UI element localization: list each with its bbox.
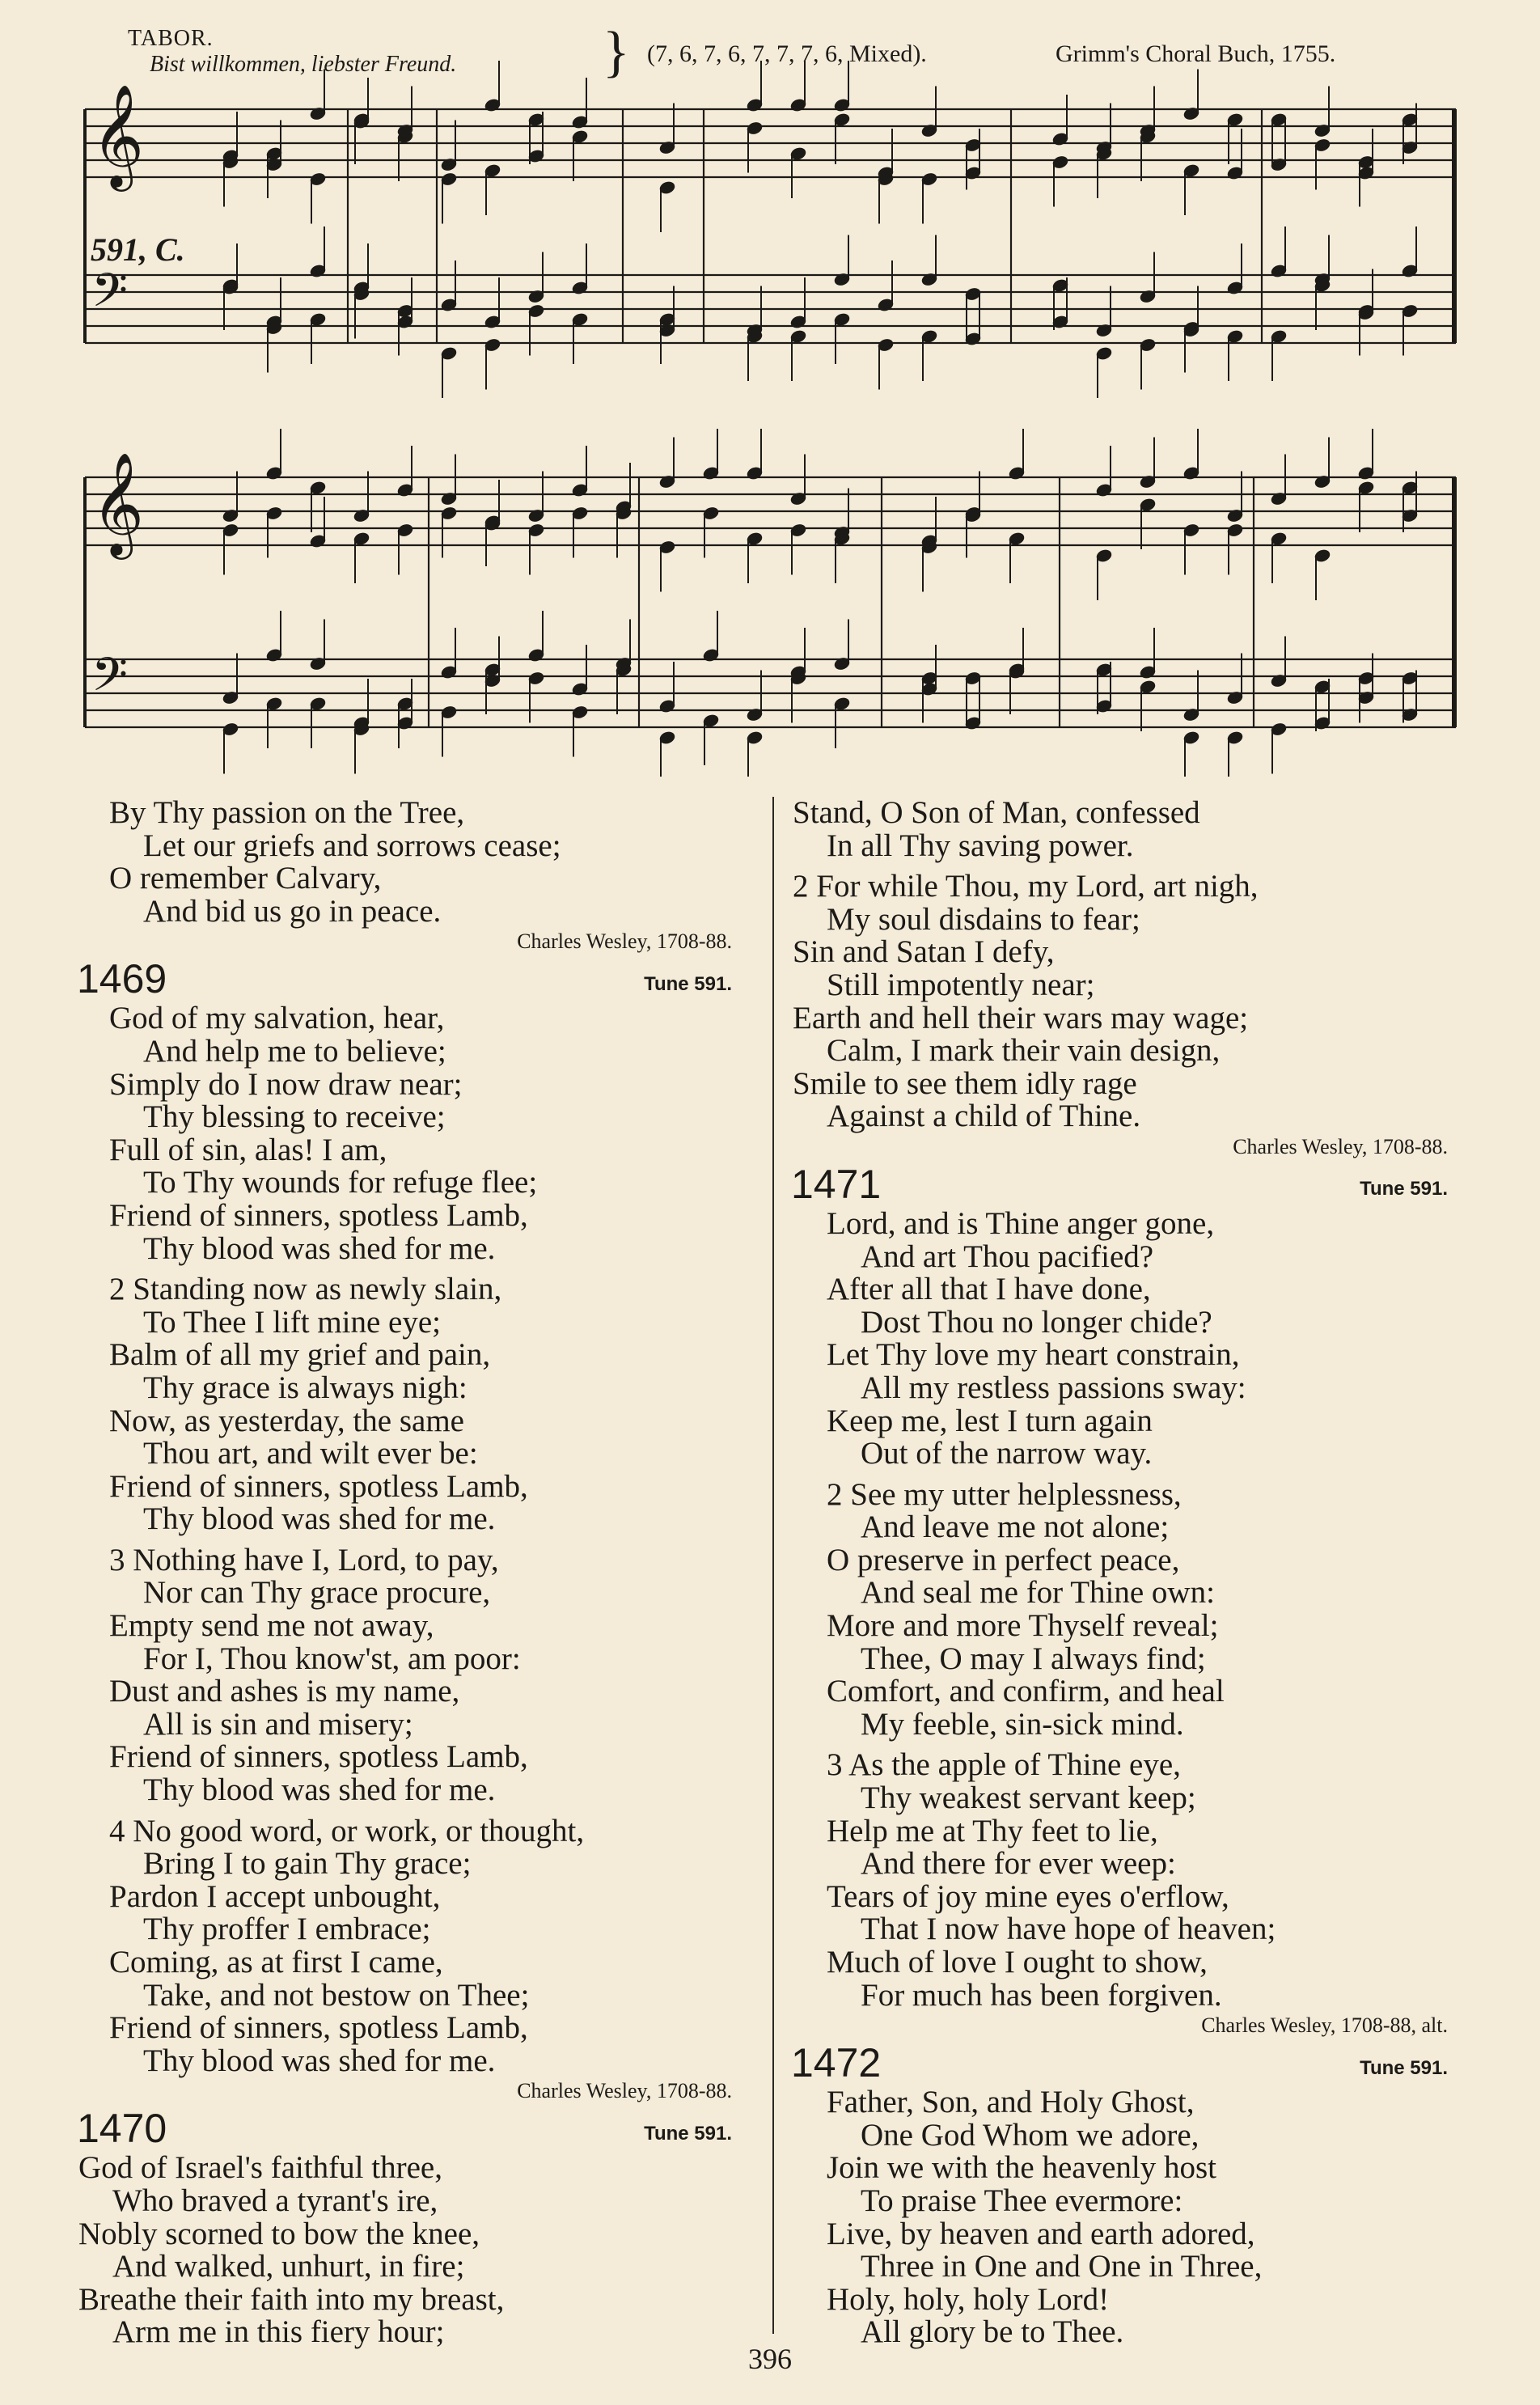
verse-line: After all that I have done, [827,1272,1151,1307]
verse-line: To Thee I lift mine eye; [143,1304,442,1340]
tune-reference: Tune 591. [1360,2056,1448,2079]
verse-line: 4 No good word, or work, or thought, [109,1813,585,1848]
treble-clef: 𝄞 [91,451,145,555]
verse-line: Stand, O Son of Man, confessed [793,795,1200,830]
tune-name: TABOR. [128,26,214,51]
verse-line: Dust and ashes is my name, [109,1674,460,1709]
tune-german-title: Bist willkommen, liebster Freund. [150,52,457,77]
verse-line: O remember Calvary, [109,861,382,896]
left-column [77,795,732,2350]
verse-line: Friend of sinners, spotless Lamb, [109,1197,528,1233]
verse-line: Tears of joy mine eyes o'erflow, [827,1878,1229,1914]
verse-line: Pardon I accept unbought, [109,1878,441,1914]
verse-line: Against a child of Thine. [827,1099,1141,1134]
hymn-number: 1472 [791,2040,882,2086]
hymn-1471-attribution: Charles Wesley, 1708-88, alt. [1201,2013,1448,2038]
verse-line: All glory be to Thee. [861,2314,1124,2350]
verse-line: Nor can Thy grace procure, [143,1575,491,1611]
verse-line: Live, by heaven and earth adored, [827,2216,1255,2251]
verse-line: Smile to see them idly rage [793,1065,1137,1101]
verse-line: Take, and not bestow on Thee; [143,1977,530,2013]
verse-line: Help me at Thy feet to lie, [827,1813,1158,1848]
intro-attribution: Charles Wesley, 1708-88. [517,929,732,954]
verse-line: 2 For while Thou, my Lord, art nigh, [793,869,1259,904]
hymn-1471-text [827,1205,1448,2013]
verse-line: Thy proffer I embrace; [143,1912,431,1947]
verse-line: Lord, and is Thine anger gone, [827,1205,1215,1241]
verse-line: That I now have hope of heaven; [861,1912,1276,1947]
verse-line: All is sin and misery; [143,1706,413,1742]
hymn-1470-text [78,2152,732,2349]
verse-line: And walked, unhurt, in fire; [112,2249,465,2284]
header-brace: } [603,21,630,83]
treble-clef: 𝄞 [91,83,145,187]
verse-line: Thee, O may I always find; [861,1641,1206,1676]
verse-line: Thy grace is always nigh: [143,1370,468,1405]
verse-line: Join we with the heavenly host [827,2150,1216,2186]
hymn-1470-header [73,2105,732,2152]
verse-line: Breathe their faith into my breast, [78,2281,505,2317]
verse-line: Friend of sinners, spotless Lamb, [109,1739,528,1775]
verse-line: Earth and hell their wars may wage; [793,1000,1249,1035]
verse-line: Friend of sinners, spotless Lamb, [109,1468,528,1504]
tune-source: Grimm's Choral Buch, 1755. [1056,40,1336,67]
verse-line: In all Thy saving power. [827,828,1134,863]
hymn-number: 1469 [77,956,167,1002]
meter: (7, 6, 7, 6, 7, 7, 7, 6, Mixed). [647,40,927,67]
verse-line: Balm of all my grief and pain, [109,1337,491,1373]
verse-line: Let Thy love my heart constrain, [827,1337,1240,1373]
verse-line: Thy blood was shed for me. [143,1230,496,1266]
verse-line: Who braved a tyrant's ire, [112,2183,438,2218]
hymn-1471-header [793,1161,1448,1208]
verse-line: Thy blessing to receive; [143,1099,446,1135]
verse-line: Comfort, and confirm, and heal [827,1674,1225,1709]
tune-reference: Tune 591. [644,972,732,995]
verse-line: Thy weakest servant keep; [861,1780,1196,1816]
verse-line: Keep me, lest I turn again [827,1403,1153,1438]
verse-line: Much of love I ought to show, [827,1945,1208,1979]
verse-line: Empty send me not away, [109,1608,434,1644]
hymn-1472-text [827,2086,1448,2349]
verse-line: Coming, as at first I came, [109,1945,443,1979]
column-divider [772,797,774,2334]
verse-line: And art Thou pacified? [861,1238,1154,1274]
verse-line: Holy, holy, holy Lord! [827,2281,1110,2317]
bass-clef: 𝄢 [91,263,129,329]
verse-line: O preserve in perfect peace, [827,1542,1180,1577]
verse-line: For much has been forgiven. [861,1977,1222,2013]
verse-line: Out of the narrow way. [861,1436,1153,1471]
tune-reference: Tune 591. [1360,1178,1448,1200]
verse-line: Bring I to gain Thy grace; [143,1846,472,1882]
hymn-1469-header [73,955,732,1002]
verse-line: Friend of sinners, spotless Lamb, [109,2010,528,2046]
tune-reference: Tune 591. [644,2122,732,2145]
verse-line: And help me to believe; [143,1033,446,1069]
hymn-number: 1471 [791,1161,882,1207]
verse-line: To Thy wounds for refuge flee; [143,1165,538,1200]
verse-line: God of my salvation, hear, [109,1001,445,1036]
verse-line: 3 Nothing have I, Lord, to pay, [109,1542,499,1577]
verse-line: Nobly scorned to bow the knee, [78,2216,480,2251]
hymn-number: 1470 [77,2106,167,2152]
verse-line: Thy blood was shed for me. [143,1501,496,1537]
verse-line: And seal me for Thine own: [861,1575,1215,1611]
verse-line: Arm me in this fiery hour; [112,2314,445,2350]
verse-line: All my restless passions sway: [861,1370,1246,1405]
bass-clef: 𝄢 [91,647,129,713]
verse-line: 2 Standing now as newly slain, [109,1272,502,1307]
verse-line: Let our griefs and sorrows cease; [143,828,561,863]
verse-line: Thy blood was shed for me. [143,1772,496,1808]
verse-line: 3 As the apple of Thine eye, [827,1747,1181,1783]
verse-line: Thou art, and wilt ever be: [143,1436,478,1471]
verse-line: For I, Thou know'st, am poor: [143,1641,521,1676]
hymn-1469-attribution: Charles Wesley, 1708-88. [517,2079,732,2103]
verse-line: And there for ever weep: [861,1846,1176,1882]
verse-line: Full of sin, alas! I am, [109,1132,387,1167]
verse-line: By Thy passion on the Tree, [109,795,465,830]
verse-line: God of Israel's faithful three, [78,2150,442,2186]
verse-line: Thy blood was shed for me. [143,2043,496,2078]
verse-line: Sin and Satan I defy, [793,934,1055,970]
verse-line: And leave me not alone; [861,1509,1170,1545]
verse-line: One God Whom we adore, [861,2117,1199,2153]
verse-line: And bid us go in peace. [143,893,442,929]
verse-line: Father, Son, and Holy Ghost, [827,2085,1195,2120]
verse-line: 2 See my utter helplessness, [827,1476,1182,1512]
verse-line: More and more Thyself reveal; [827,1608,1219,1644]
tune-number: 591, C. [91,231,185,268]
music-score [0,0,1540,777]
verse-line: Dost Thou no longer chide? [861,1304,1212,1340]
hymn-1470-continued [793,797,1448,1133]
verse-line: Simply do I now draw near; [109,1066,463,1102]
right-column [793,797,1448,2349]
verse-line: Still impotently near; [827,967,1095,1002]
verse-line: Now, as yesterday, the same [109,1403,464,1438]
verse-line: To praise Thee evermore: [861,2183,1183,2218]
hymn-1470-attribution: Charles Wesley, 1708-88. [1233,1134,1448,1158]
hymn-1472-header [793,2039,1448,2086]
verse-line: My soul disdains to fear; [827,901,1140,937]
intro-verse [109,797,732,928]
hymn-1469-text [109,1002,732,2077]
verse-line: My feeble, sin-sick mind. [861,1706,1184,1742]
page-number: 396 [748,2343,792,2375]
verse-line: Three in One and One in Three, [861,2249,1263,2284]
verse-line: Calm, I mark their vain design, [827,1033,1221,1069]
